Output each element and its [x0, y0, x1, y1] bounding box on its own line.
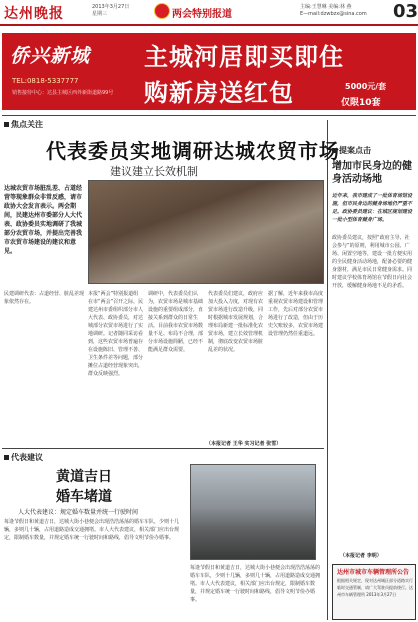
lower-subhead: 人大代表建议：规定婚车数量并统一行驶时间	[18, 509, 139, 516]
wedding-cars-photo[interactable]	[190, 464, 316, 560]
sidebar-byline: （本报记者 李明）	[340, 553, 382, 559]
article-subhead: 建议建立长效机制	[110, 165, 198, 178]
weekday: 星期三	[92, 11, 108, 17]
emblem-icon	[154, 3, 170, 19]
photo-caption: 民建调研代表：占道经营、脏乱差现象依然存在。	[4, 291, 85, 305]
editor: 主编:王慧琳 美编:林 燕	[300, 4, 352, 10]
notice-box[interactable]	[332, 564, 416, 620]
ad-limit: 仅限10套	[341, 98, 381, 108]
editor-info	[300, 4, 367, 18]
real-estate-ad[interactable]	[2, 33, 416, 110]
ad-headline-2: 购新房送红包	[144, 79, 294, 107]
notice-body: 根据相关规定，现对达州城区部分道路实行临时交通管制，请广大驾驶员提前绕行。达州市车辆管理所 2013年3月27日	[337, 578, 413, 597]
divider	[2, 115, 416, 116]
lower-body-left: 每逢节假日和黄道吉日，达城大街小巷便会出现浩浩荡荡的婚车车队，少则十几辆，多则几十辆，占用道路造成交通拥堵。市人大代表建议，相关部门应出台规定，限制婚车数量，并规定婚车统一行驶时间和路线，倡导文明节俭办婚事。	[4, 519, 180, 541]
ad-phone: TEL:0818-5337777	[12, 77, 79, 85]
lower-body-right	[190, 564, 324, 620]
article-column-1: 本报“两会”特别报道组 在市“两会”召开之际，民建达州市委组织部分市人大代表、政协委员，对达城部分农贸市场进行了实地调研。记者随同采访看到，这些农贸市场普遍存在设施陈旧、管理不善、卫生条件差等问题，部分摊位占道经营现象突出，群众反映强烈。	[88, 291, 144, 377]
sidebar-kicker: 提案点击	[332, 145, 371, 156]
email: E—mail:dzwbzx@sina.com	[300, 11, 367, 17]
sidebar-headline[interactable]: 增加市民身边的健身活动场地	[332, 161, 412, 185]
ad-brand: 侨兴新城	[10, 45, 91, 67]
ad-headline-1: 主城河居即买即住	[144, 43, 344, 71]
divider	[2, 448, 324, 449]
lower-kicker: 代表建议	[4, 452, 43, 463]
article-photo[interactable]	[88, 180, 324, 284]
article-headline[interactable]: 代表委员实地调研达城农贸市场	[46, 139, 340, 163]
article-kicker: 焦点关注	[4, 119, 43, 130]
ad-price: 5000元/套	[345, 82, 387, 91]
article-intro: 达城农贸市场脏乱差、占道经营等现象群众非常反感，请市政协大会发言表示。两会期间，民建达州市委部分人大代表、政协委员实地调研了我城部分农贸市场，并提出完善我市农贸市场建设的建议和意见。	[4, 185, 83, 255]
lower-body-continued: 每逢节假日和黄道吉日，达城大街小巷便会出现浩浩荡荡的婚车车队，少则十几辆，多则几十辆，占用道路造成交通拥堵。市人大代表建议，相关部门应出台规定，限制婚车数量，并规定婚车统一行驶时间和路线，倡导文明节俭办婚事。	[190, 565, 321, 603]
section-title: 两会特别报道	[172, 9, 232, 20]
newspaper-logo: 达州晚报	[4, 6, 64, 22]
article-column-3: 代表委员们建议，政府应加大投入力度，对现有农贸市场进行改造升级，同时根据城市发展规划，合理布局新建一批标准化农贸市场，建立长效管理机制，彻底改变农贸市场脏乱差的状况。	[208, 291, 264, 353]
sidebar-summary: 近年来，我市建成了一批体育场馆设施，但市民身边的健身场地仍严重不足。政协委员建议：在城区规划建设一批小型体育健身广场。	[332, 193, 413, 223]
date: 2013年3月27日	[92, 4, 130, 10]
masthead	[0, 0, 418, 26]
page-number: 03	[393, 1, 418, 22]
sidebar-body: 政协委员建议，按照“政府主导、社会参与”的原则，利用城市公园、广场、闲置空地等，建设一批方便实用的全民健身活动场地，配备必要的健身器材，满足市民日常健身需求。同时建议学校体育场馆在节假日向社会开放，缓解健身场地不足的矛盾。	[332, 235, 413, 289]
article-column-2: 调研中，代表委员们认为，农贸市场是城市基础设施的重要组成部分，直接关系到群众的日常生活。目前我市农贸市场数量不足、布局不合理，部分市场设施简陋，已经不能满足群众需要。	[148, 291, 204, 353]
article-column-4: 据了解，近年来我市高度重视农贸市场建设和管理工作，先后对部分农贸市场进行了改造，但由于历史欠账较多，农贸市场建设管理仍然任重道远。	[268, 291, 324, 337]
notice-title: 达州市城市车辆管理所公告	[337, 569, 410, 576]
date-info	[92, 4, 129, 18]
lower-headline-2[interactable]: 婚车堵道	[56, 489, 112, 505]
ad-address: 销售接待中心：达县主城区西外新街道路99号	[12, 90, 114, 96]
column-divider	[327, 120, 328, 620]
lower-headline-1[interactable]: 黄道吉日	[56, 469, 112, 485]
article-byline: （本报记者 王华 实习记者 张雪）	[206, 441, 282, 447]
